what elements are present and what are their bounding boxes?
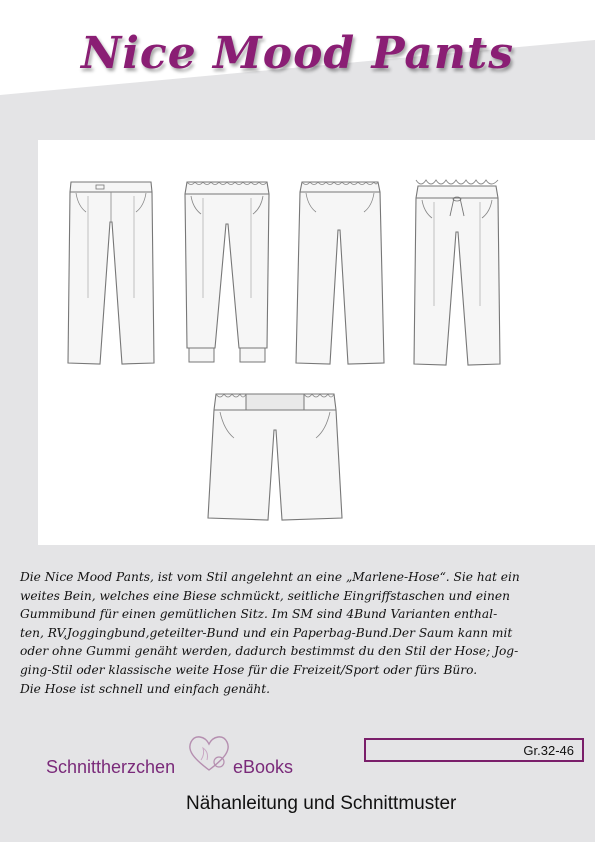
pants-waistband-detail-icon	[206, 390, 344, 524]
description-line: Gummibund für einen gemütlichen Sitz. Im SM sind 4Bund Varianten enthal-	[20, 607, 498, 622]
pants-zip-waistband-icon	[66, 178, 156, 370]
size-range-box	[364, 738, 584, 762]
pants-paperbag-drawstring-icon	[412, 176, 502, 370]
pants-wide-leg-icon	[294, 178, 386, 370]
brand-name: Schnittherzchen	[46, 757, 176, 777]
pattern-illustrations	[38, 140, 558, 540]
description-line: ging-Stil oder klassische weite Hose für die Freizeit/Sport oder fürs Büro.	[20, 662, 478, 677]
description-line: ten, RV,Joggingbund,geteilter-Bund und ein Paperbag-Bund.Der Saum kann mit	[20, 625, 513, 640]
description-line: oder ohne Gummi genäht werden, dadurch bestimmst du den Stil der Hose; Jog-	[20, 644, 519, 659]
document-subtitle: Nähanleitung und Schnittmuster	[186, 793, 457, 814]
size-range-label: Gr.32-46	[523, 743, 574, 758]
pants-cuffed-jogging-icon	[181, 178, 273, 370]
description-line: Die Hose ist schnell und einfach genäht.	[20, 681, 271, 696]
description-line: Die Nice Mood Pants, ist vom Stil angelehnt an eine „Marlene-Hose“. Sie hat ein	[20, 570, 520, 584]
page-title: Nice Mood Pants	[80, 28, 515, 79]
description-text	[20, 568, 565, 698]
heart-logo-icon	[183, 730, 235, 778]
brand-suffix: eBooks	[233, 757, 294, 777]
description-line: weites Bein, welches eine Biese schmückt, seitliche Eingriffstaschen und einen	[20, 588, 510, 603]
